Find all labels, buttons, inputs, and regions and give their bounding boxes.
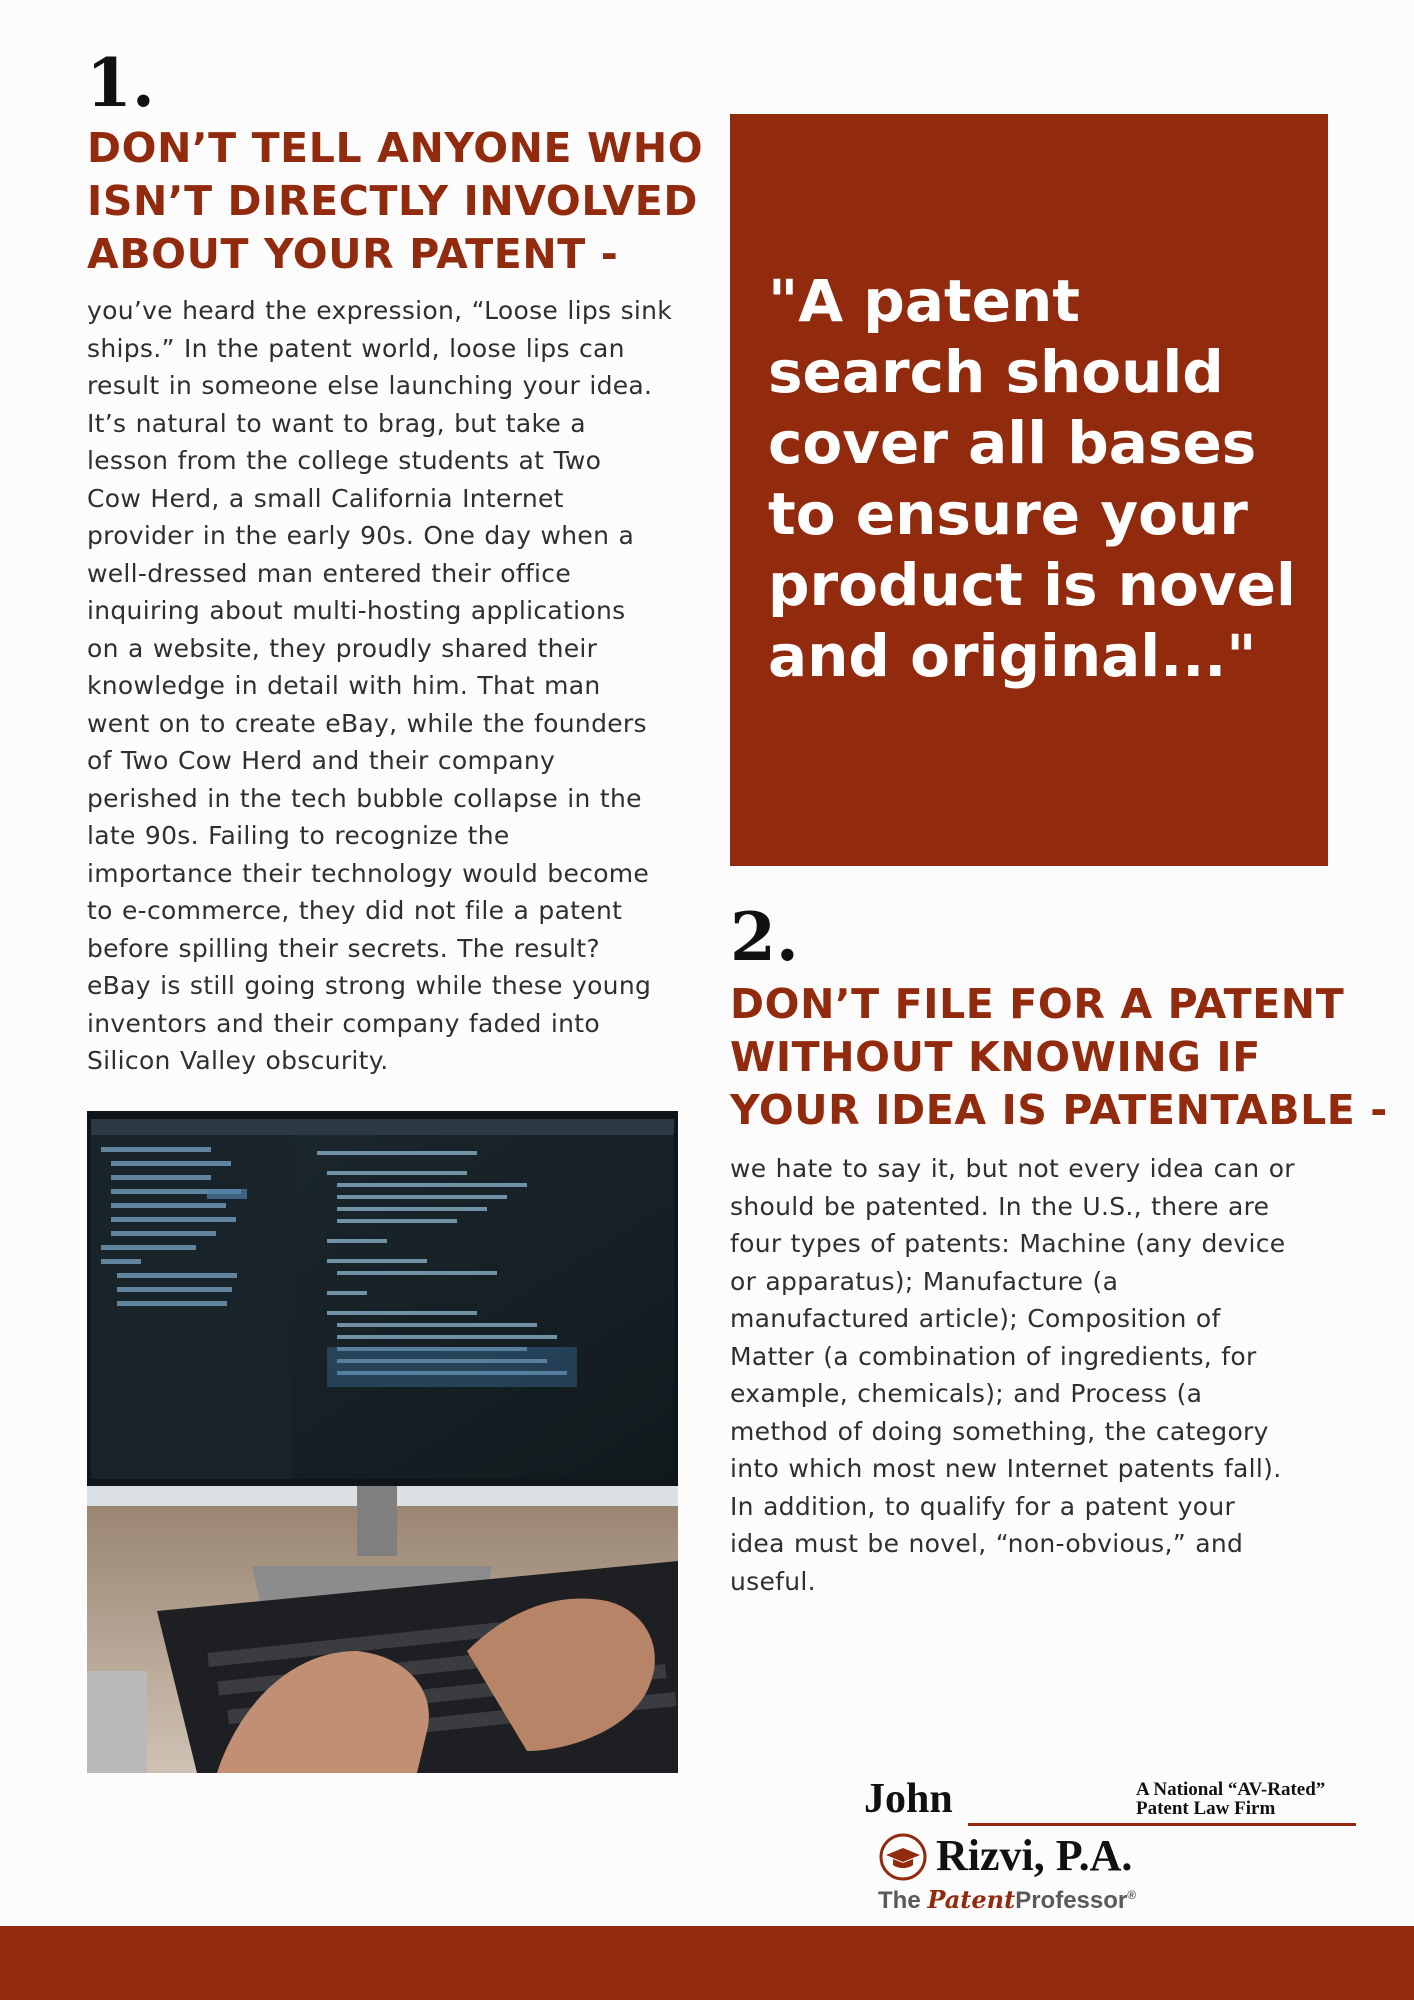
body-line: eBay is still going strong while these young (87, 971, 652, 1000)
quote-line: and original..." (768, 622, 1257, 690)
body-line: you’ve heard the expression, “Loose lips sink (87, 296, 673, 325)
section-1-number: 1. (86, 44, 155, 122)
photo-illustration (87, 1111, 678, 1773)
quote-line: to ensure your (768, 480, 1248, 548)
computer-coding-photo (87, 1111, 678, 1773)
body-line: inventors and their company faded into (87, 1008, 600, 1038)
body-line: result in someone else launching your idea. (87, 371, 653, 400)
body-line: idea must be novel, “non-obvious,” and (730, 1529, 1244, 1558)
body-line: of Two Cow Herd and their company (87, 746, 556, 775)
tagline-line: Patent Law Firm (1136, 1798, 1276, 1819)
footer-bar (0, 1926, 1414, 2000)
body-line: It’s natural to want to brag, but take a (87, 408, 586, 438)
body-line: before spilling their secrets. The result? (87, 933, 600, 963)
quote-line: product is novel (768, 551, 1296, 619)
body-line: knowledge in detail with him. That man (87, 671, 601, 700)
logo-brand (878, 1885, 1137, 1914)
body-line: late 90s. Failing to recognize the (87, 821, 510, 850)
body-line: on a website, they proudly shared their (87, 633, 598, 663)
section-1-heading (87, 122, 703, 281)
body-line: should be patented. In the U.S., there are (730, 1191, 1270, 1221)
quote-line: search should (768, 338, 1224, 406)
body-line: or apparatus); Manufacture (a (730, 1266, 1119, 1296)
brand-professor: Professor (1015, 1887, 1128, 1914)
brand-patent: Patent (927, 1885, 1016, 1914)
heading-line: YOUR IDEA IS PATENTABLE - (730, 1086, 1388, 1134)
section-2-body (730, 1150, 1295, 1600)
body-line: we hate to say it, but not every idea can or (730, 1154, 1295, 1183)
body-line: ships.” In the patent world, loose lips can (87, 333, 625, 363)
logo-divider (968, 1823, 1356, 1826)
heading-line: ISN’T DIRECTLY INVOLVED (87, 177, 699, 225)
body-line: importance their technology would become (87, 858, 650, 888)
body-line: useful. (730, 1566, 816, 1596)
section-2-number: 2. (730, 898, 799, 976)
firm-logo (860, 1770, 1360, 1920)
body-line: lesson from the college students at Two (87, 446, 602, 475)
body-line: Cow Herd, a small California Internet (87, 483, 564, 513)
body-line: to e-commerce, they did not file a patent (87, 896, 623, 925)
body-line: perished in the tech bubble collapse in the (87, 783, 642, 813)
body-line: Silicon Valley obscurity. (87, 1046, 389, 1075)
heading-line: DON’T FILE FOR A PATENT (730, 980, 1345, 1028)
body-line: manufactured article); Composition of (730, 1304, 1221, 1333)
pull-quote (768, 266, 1308, 692)
body-line: well-dressed man entered their office (87, 558, 572, 588)
body-line: provider in the early 90s. One day when a (87, 521, 635, 550)
body-line: inquiring about multi-hosting applications (87, 596, 626, 625)
pull-quote-box (730, 114, 1328, 866)
body-line: method of doing something, the category (730, 1416, 1269, 1446)
heading-line: WITHOUT KNOWING IF (730, 1033, 1261, 1081)
logo-first-name: John (864, 1776, 953, 1822)
section-1-body (87, 292, 672, 1080)
body-line: example, chemicals); and Process (a (730, 1379, 1203, 1408)
quote-line: cover all bases (768, 409, 1257, 477)
quote-line: "A patent (768, 267, 1081, 335)
graduation-cap-icon (878, 1832, 928, 1882)
logo-tagline (1136, 1780, 1325, 1818)
body-line: In addition, to qualify for a patent your (730, 1491, 1236, 1521)
logo-last-name: Rizvi, P.A. (936, 1831, 1133, 1880)
body-line: went on to create eBay, while the founders (87, 708, 647, 738)
registered-mark: ® (1127, 1888, 1137, 1902)
body-line: four types of patents: Machine (any device (730, 1229, 1286, 1258)
section-2-heading (730, 978, 1388, 1137)
tagline-line: A National “AV-Rated” (1136, 1779, 1326, 1800)
heading-line: DON’T TELL ANYONE WHO (87, 124, 704, 172)
body-line: Matter (a combination of ingredients, for (730, 1341, 1257, 1371)
body-line: into which most new Internet patents fall). (730, 1454, 1282, 1483)
heading-line: ABOUT YOUR PATENT - (87, 230, 619, 278)
brand-the: The (878, 1887, 921, 1914)
